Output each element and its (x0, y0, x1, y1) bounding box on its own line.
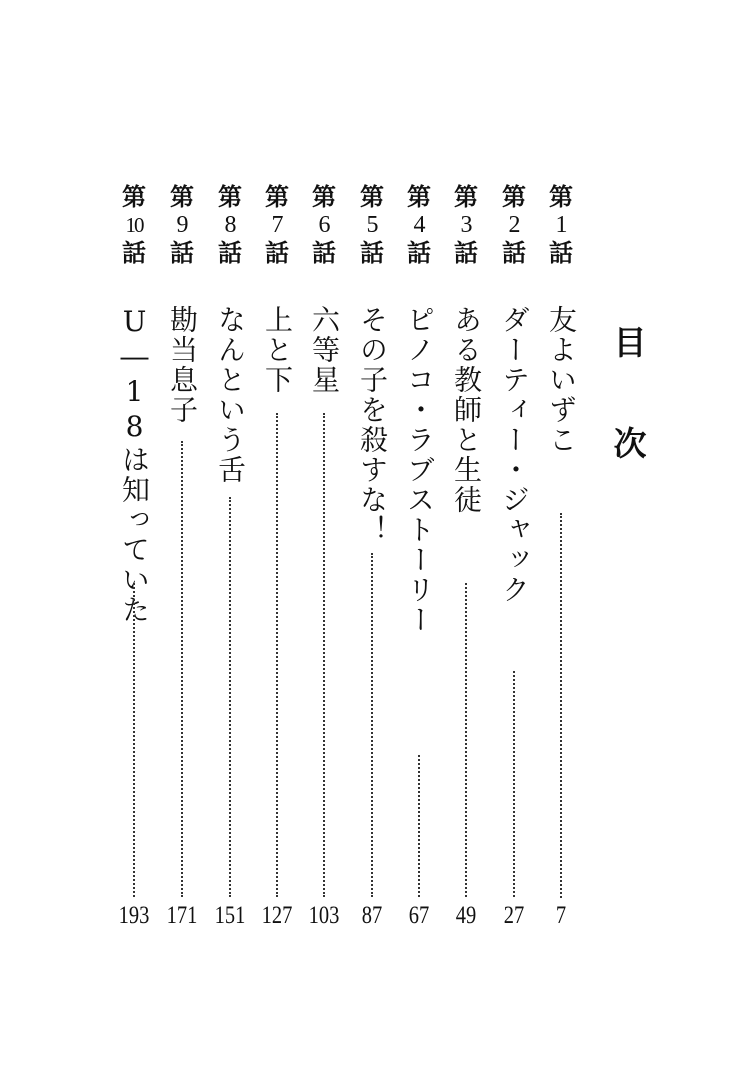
chapter-title[interactable]: 勘当息子 (166, 305, 199, 425)
chapter-title[interactable]: ピノコ・ラブストーリー (403, 305, 436, 635)
page-number: 127 (261, 902, 293, 929)
toc-entry-2[interactable] (494, 183, 534, 933)
chapter-prefix: 第 (360, 182, 384, 211)
page-title (607, 323, 653, 463)
chapter-number: 1 (555, 212, 567, 238)
chapter-suffix: 話 (549, 238, 573, 267)
chapter-label (399, 183, 439, 267)
page-number: 7 (555, 902, 567, 929)
chapter-prefix: 第 (407, 182, 431, 211)
chapter-title[interactable]: 六等星 (308, 305, 341, 395)
chapter-suffix: 話 (360, 238, 384, 267)
toc-entry-9[interactable] (162, 183, 202, 933)
dot-leader (418, 755, 420, 897)
chapter-suffix: 話 (218, 238, 242, 267)
chapter-title[interactable]: その子を殺すな！ (356, 305, 389, 545)
chapter-suffix: 話 (312, 238, 336, 267)
chapter-title[interactable]: 上と下 (261, 305, 294, 395)
chapter-prefix: 第 (170, 182, 194, 211)
dot-leader (560, 513, 562, 898)
chapter-title[interactable]: U―18は知っていた (118, 305, 151, 625)
toc-entry-3[interactable] (446, 183, 486, 933)
chapter-label (352, 183, 392, 267)
dot-leader (465, 583, 467, 897)
chapter-number: 9 (176, 212, 188, 238)
chapter-suffix: 話 (122, 238, 146, 267)
chapter-suffix: 話 (454, 238, 478, 267)
toc-entry-5[interactable] (352, 183, 392, 933)
chapter-title[interactable]: ある教師と生徒 (450, 305, 483, 515)
toc-entry-1[interactable] (541, 183, 581, 933)
dot-leader (513, 671, 515, 897)
dot-leader (229, 497, 231, 897)
chapter-title[interactable]: なんという舌 (214, 305, 247, 485)
chapter-number: 7 (271, 212, 283, 238)
chapter-prefix: 第 (454, 182, 478, 211)
chapter-title[interactable]: ダーティー・ジャック (498, 305, 531, 605)
chapter-suffix: 話 (407, 238, 431, 267)
chapter-label (114, 183, 154, 267)
toc-entry-7[interactable] (257, 183, 297, 933)
dot-leader (276, 413, 278, 897)
chapter-number: 5 (366, 212, 378, 238)
chapter-suffix: 話 (170, 238, 194, 267)
chapter-prefix: 第 (218, 182, 242, 211)
chapter-label (257, 183, 297, 267)
chapter-number: 2 (508, 212, 520, 238)
chapter-suffix: 話 (265, 238, 289, 267)
toc-entry-4[interactable] (399, 183, 439, 933)
page-number: 87 (361, 902, 383, 929)
dot-leader (181, 441, 183, 897)
dot-leader (133, 583, 135, 897)
dot-leader (323, 413, 325, 897)
chapter-number: 10 (125, 213, 143, 237)
toc-entry-8[interactable] (210, 183, 250, 933)
page-number: 151 (214, 902, 246, 929)
page-number: 27 (503, 902, 525, 929)
page-number: 193 (118, 902, 150, 929)
chapter-number: 6 (318, 212, 330, 238)
page-number: 103 (308, 902, 340, 929)
chapter-label (494, 183, 534, 267)
chapter-prefix: 第 (312, 182, 336, 211)
page-number: 171 (166, 902, 198, 929)
page-number: 67 (408, 902, 430, 929)
chapter-label (541, 183, 581, 267)
chapter-suffix: 話 (502, 238, 526, 267)
chapter-label (162, 183, 202, 267)
chapter-number: 4 (413, 212, 425, 238)
chapter-number: 8 (224, 212, 236, 238)
chapter-prefix: 第 (549, 182, 573, 211)
chapter-label (304, 183, 344, 267)
dot-leader (371, 553, 373, 897)
chapter-number: 3 (460, 212, 472, 238)
chapter-title[interactable]: 友よいずこ (545, 305, 578, 455)
chapter-prefix: 第 (265, 182, 289, 211)
chapter-prefix: 第 (122, 182, 146, 211)
toc-entry-6[interactable] (304, 183, 344, 933)
chapter-label (446, 183, 486, 267)
chapter-prefix: 第 (502, 182, 526, 211)
title-char-2: 次 (613, 424, 647, 463)
title-char-1: 目 (613, 323, 647, 362)
page-number: 49 (455, 902, 477, 929)
toc-entry-10[interactable] (114, 183, 154, 933)
chapter-label (210, 183, 250, 267)
